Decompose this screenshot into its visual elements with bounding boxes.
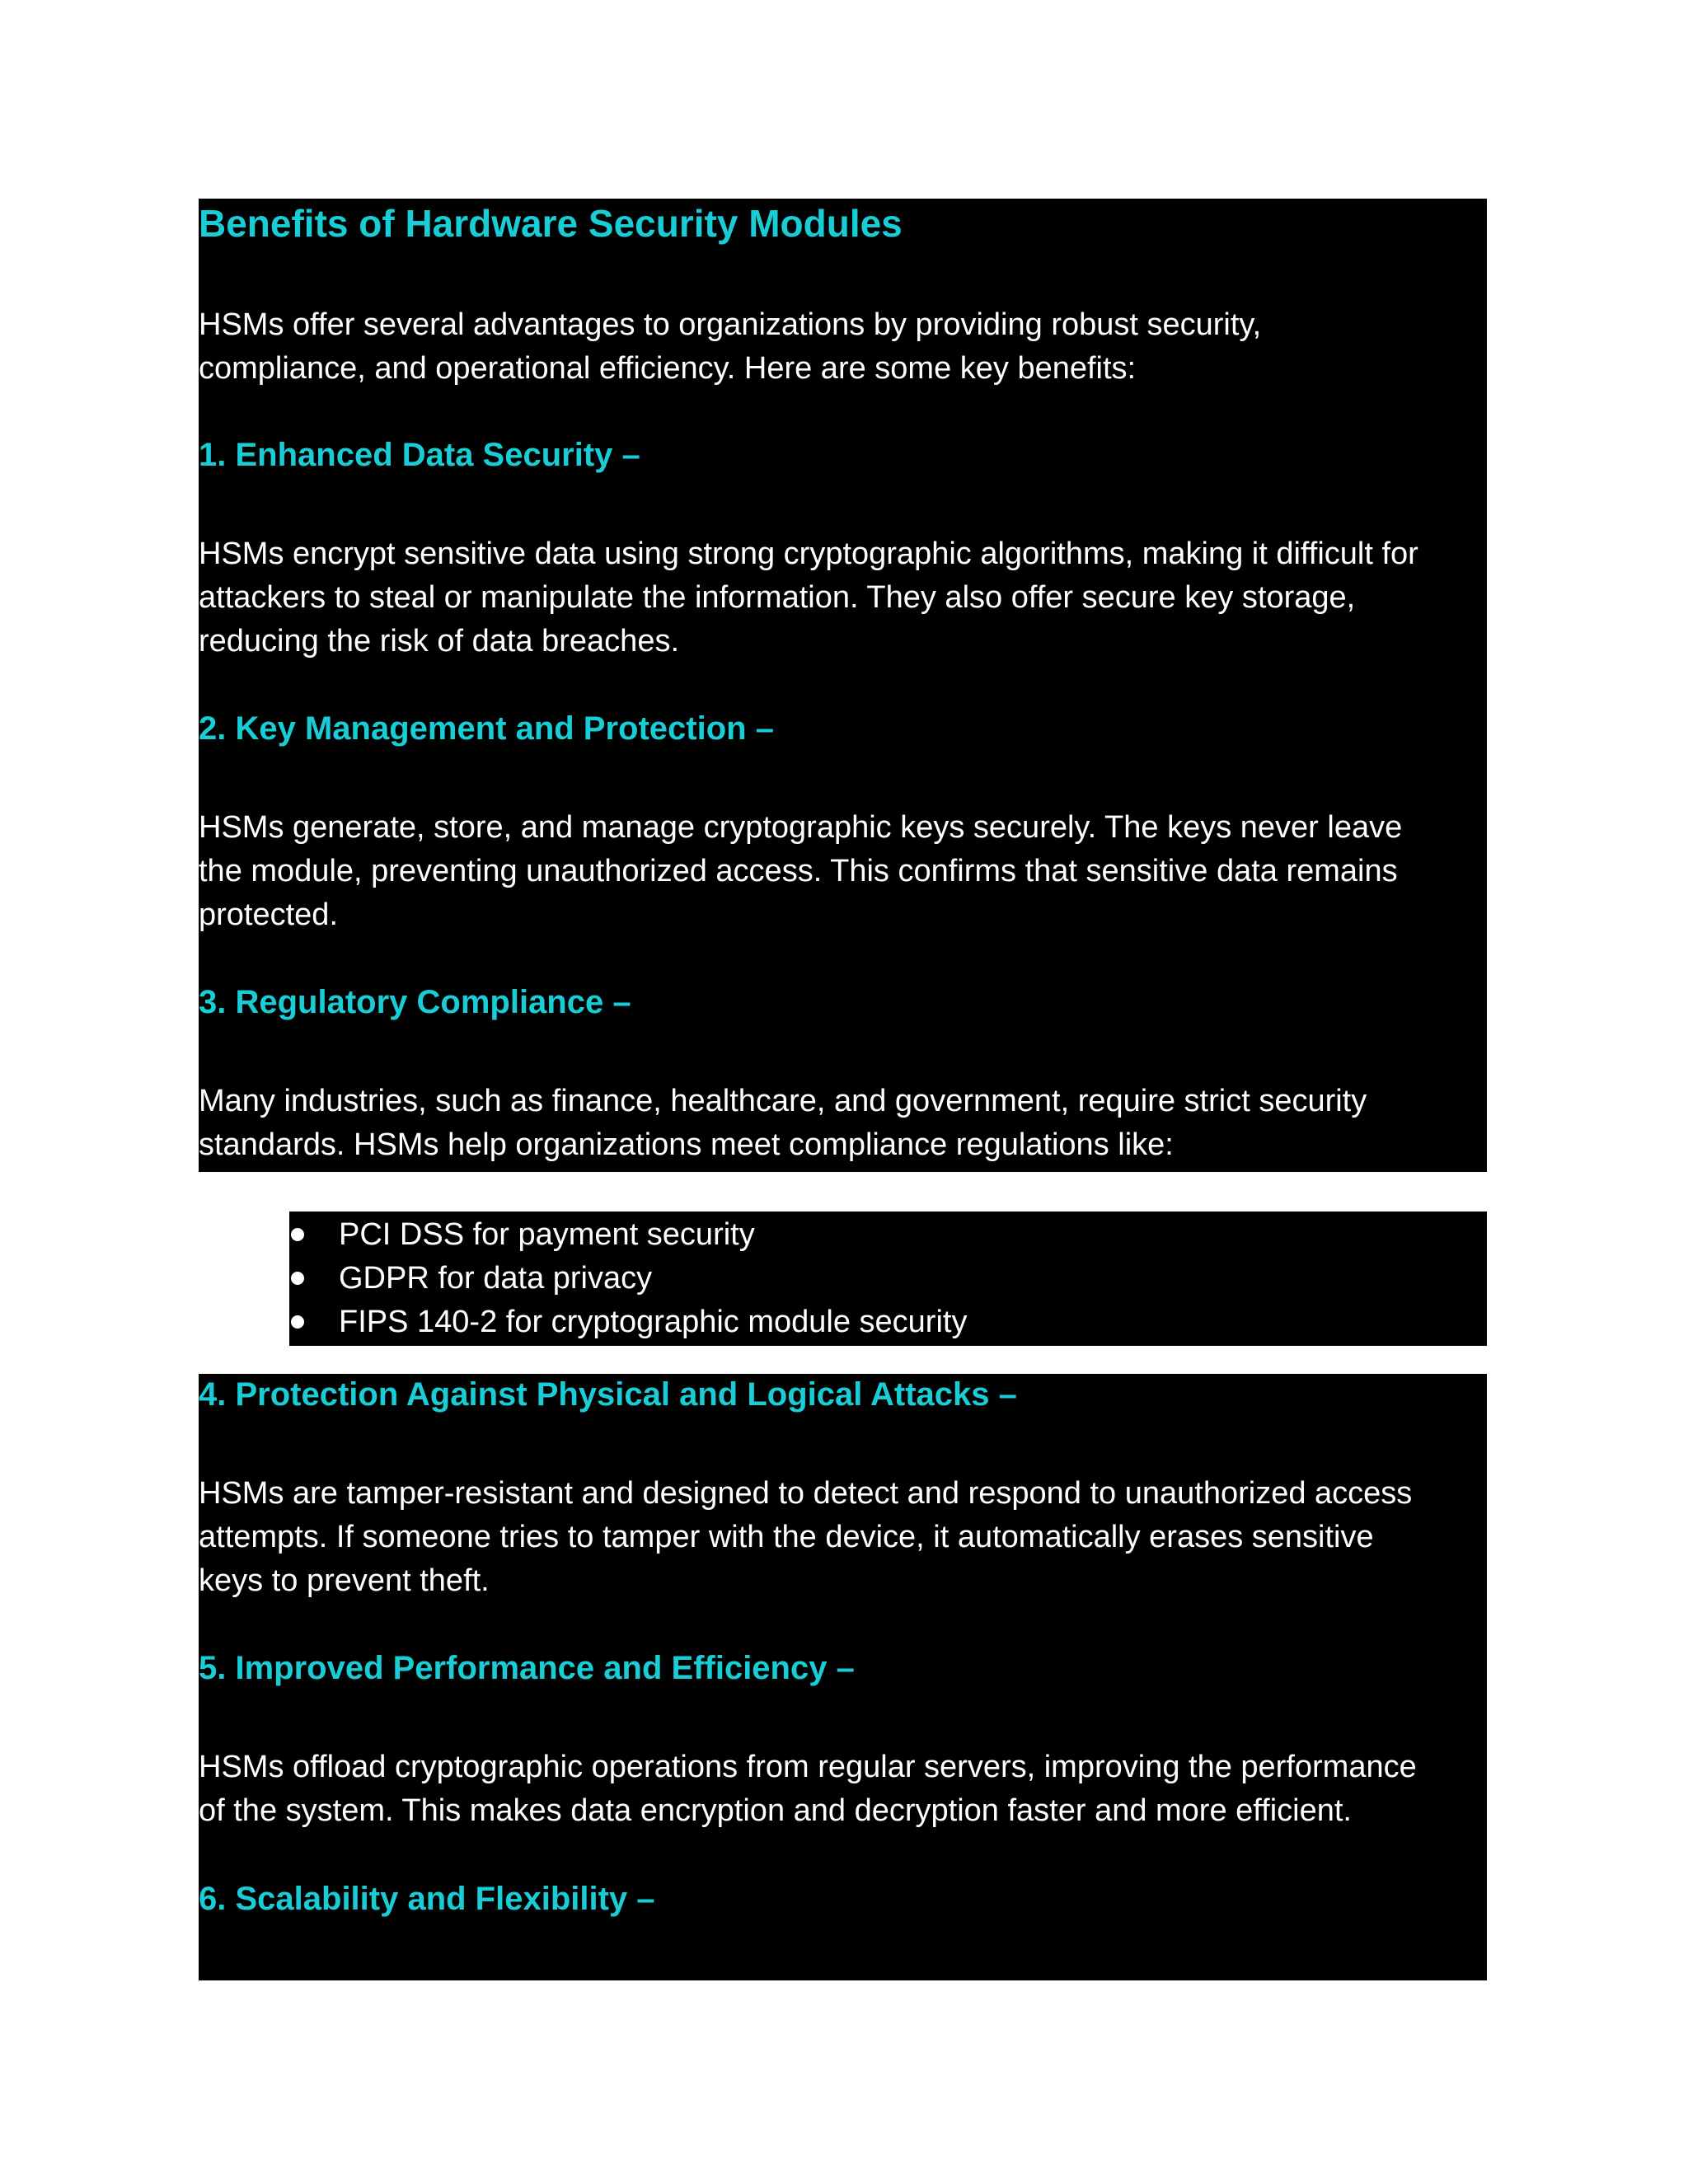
intro-line: compliance, and operational efficiency. Here are some key benefits: — [199, 351, 1137, 386]
paragraph-line: of the system. This makes data encryption and decryption faster and more efficient. — [199, 1793, 1352, 1828]
paragraph-line: attempts. If someone tries to tamper with the device, it automatically erases sensitive — [199, 1520, 1374, 1554]
section-paragraph-1 — [199, 532, 1418, 663]
paragraph-line: keys to prevent theft. — [199, 1563, 490, 1598]
paragraph-line: HSMs are tamper-resistant and designed to detect and respond to unauthorized access — [199, 1476, 1413, 1511]
intro-paragraph — [199, 303, 1261, 391]
section-paragraph-2 — [199, 806, 1402, 937]
paragraph-line: HSMs generate, store, and manage cryptographic keys securely. The keys never leave — [199, 810, 1403, 845]
paragraph-line: Many industries, such as finance, healthcare, and government, require strict security — [199, 1084, 1367, 1118]
content-block-2 — [199, 1374, 1487, 1980]
section-heading-5: 5. Improved Performance and Efficiency – — [199, 1650, 855, 1686]
paragraph-line: protected. — [199, 898, 338, 932]
bullet-icon — [291, 1228, 304, 1241]
paragraph-line: attackers to steal or manipulate the information. They also offer secure key storage, — [199, 580, 1356, 615]
paragraph-line: HSMs offload cryptographic operations from regular servers, improving the performance — [199, 1750, 1417, 1784]
section-heading-3: 3. Regulatory Compliance – — [199, 984, 631, 1020]
section-heading-4: 4. Protection Against Physical and Logical Attacks – — [199, 1376, 1017, 1413]
compliance-list-block — [289, 1212, 1487, 1346]
list-item-text: PCI DSS for payment security — [339, 1217, 755, 1252]
section-heading-6: 6. Scalability and Flexibility – — [199, 1881, 655, 1917]
section-paragraph-3 — [199, 1080, 1367, 1167]
intro-line: HSMs offer several advantages to organizations by providing robust security, — [199, 307, 1262, 342]
paragraph-line: reducing the risk of data breaches. — [199, 624, 680, 658]
bullet-icon — [291, 1272, 304, 1285]
list-item-text: FIPS 140-2 for cryptographic module security — [339, 1305, 968, 1339]
paragraph-line: the module, preventing unauthorized access. This confirms that sensitive data remains — [199, 854, 1398, 888]
section-heading-1: 1. Enhanced Data Security – — [199, 437, 640, 473]
paragraph-line: standards. HSMs help organizations meet compliance regulations like: — [199, 1127, 1174, 1162]
page-title: Benefits of Hardware Security Modules — [199, 202, 903, 245]
list-item-text: GDPR for data privacy — [339, 1261, 653, 1296]
section-paragraph-5 — [199, 1746, 1417, 1833]
paragraph-line: HSMs encrypt sensitive data using strong cryptographic algorithms, making it difficult for — [199, 537, 1418, 571]
bullet-icon — [291, 1315, 304, 1329]
section-paragraph-4 — [199, 1472, 1412, 1603]
content-block-1 — [199, 199, 1487, 1172]
section-heading-2: 2. Key Management and Protection – — [199, 710, 774, 747]
